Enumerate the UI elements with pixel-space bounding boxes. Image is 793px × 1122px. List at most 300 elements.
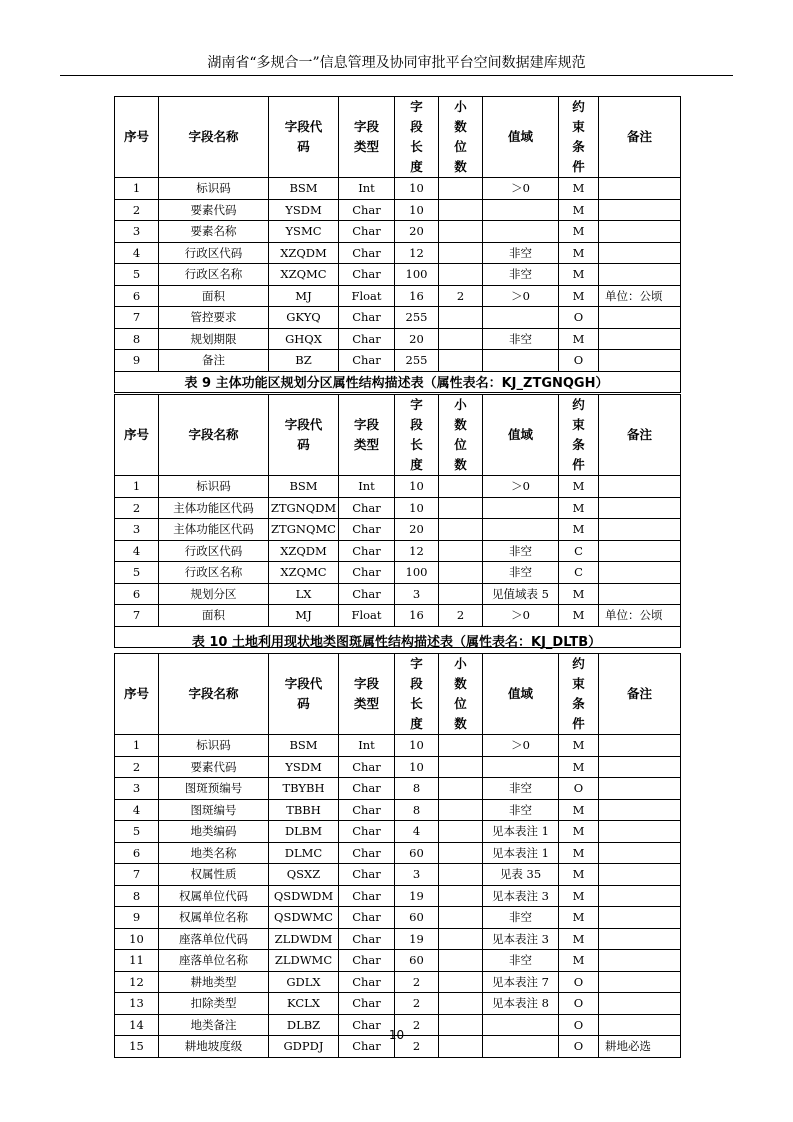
col-field-type-header: 字段类型 <box>339 654 395 735</box>
col-field-type: Char <box>339 328 395 350</box>
col-field-length-header: 字段长度 <box>395 395 439 476</box>
col-constraint: M <box>559 842 599 864</box>
col-field-type: Char <box>339 264 395 286</box>
col-remark-header: 备注 <box>599 395 681 476</box>
col-field-type: Char <box>339 221 395 243</box>
col-field-code: ZTGNQDM <box>269 497 339 519</box>
col-domain: 非空 <box>483 799 559 821</box>
col-remark <box>599 350 681 372</box>
col-constraint: C <box>559 540 599 562</box>
col-index: 10 <box>115 928 159 950</box>
col-domain: ＞0 <box>483 178 559 200</box>
col-index: 13 <box>115 993 159 1015</box>
col-domain: 见本表注 3 <box>483 928 559 950</box>
col-field-code: YSMC <box>269 221 339 243</box>
col-index: 3 <box>115 778 159 800</box>
table-10-caption: 表 10 土地利用现状地类图斑属性结构描述表（属性表名：KJ_DLTB） <box>191 635 602 650</box>
col-decimals <box>439 178 483 200</box>
col-remark <box>599 928 681 950</box>
col-decimals <box>439 885 483 907</box>
table-row <box>115 178 681 200</box>
col-index: 3 <box>115 519 159 541</box>
col-domain <box>483 756 559 778</box>
col-field-name-header: 字段名称 <box>159 395 269 476</box>
col-remark <box>599 540 681 562</box>
col-field-type: Char <box>339 519 395 541</box>
col-constraint: O <box>559 1036 599 1058</box>
attribute-table-10 <box>114 653 681 1058</box>
table-row <box>115 756 681 778</box>
table-row <box>115 993 681 1015</box>
col-field-length: 19 <box>395 928 439 950</box>
col-field-name: 权属性质 <box>159 864 269 886</box>
col-decimals: 2 <box>439 285 483 307</box>
col-domain: 非空 <box>483 242 559 264</box>
col-field-length-header: 字段长度 <box>395 97 439 178</box>
col-field-code: GKYQ <box>269 307 339 329</box>
col-remark: 单位：公顷 <box>599 285 681 307</box>
col-constraint: M <box>559 799 599 821</box>
col-remark-header: 备注 <box>599 654 681 735</box>
col-field-type: Char <box>339 540 395 562</box>
col-field-type: Char <box>339 778 395 800</box>
col-field-name: 备注 <box>159 350 269 372</box>
col-field-length: 20 <box>395 519 439 541</box>
col-remark <box>599 583 681 605</box>
col-field-name: 地类名称 <box>159 842 269 864</box>
col-decimals <box>439 756 483 778</box>
col-field-code: XZQMC <box>269 562 339 584</box>
col-remark <box>599 476 681 498</box>
col-field-length: 2 <box>395 1036 439 1058</box>
col-field-length: 255 <box>395 307 439 329</box>
col-index: 2 <box>115 756 159 778</box>
col-remark <box>599 328 681 350</box>
col-field-name: 图斑编号 <box>159 799 269 821</box>
col-field-code: BSM <box>269 735 339 757</box>
col-index-header: 序号 <box>115 654 159 735</box>
col-remark <box>599 221 681 243</box>
col-decimals <box>439 928 483 950</box>
col-field-length: 10 <box>395 178 439 200</box>
col-field-code: YSDM <box>269 199 339 221</box>
col-domain: 非空 <box>483 950 559 972</box>
col-index: 5 <box>115 562 159 584</box>
table-row <box>115 242 681 264</box>
col-constraint-header: 约束条件 <box>559 654 599 735</box>
col-constraint: M <box>559 735 599 757</box>
col-constraint: M <box>559 907 599 929</box>
col-field-type-header: 字段类型 <box>339 395 395 476</box>
col-field-name: 主体功能区代码 <box>159 497 269 519</box>
col-index: 8 <box>115 328 159 350</box>
col-field-length: 2 <box>395 1014 439 1036</box>
col-constraint: M <box>559 885 599 907</box>
col-field-length: 16 <box>395 285 439 307</box>
col-field-code: LX <box>269 583 339 605</box>
col-field-name: 座落单位代码 <box>159 928 269 950</box>
col-field-length: 10 <box>395 756 439 778</box>
col-field-length: 20 <box>395 328 439 350</box>
col-remark <box>599 778 681 800</box>
col-field-name: 权属单位名称 <box>159 907 269 929</box>
col-field-type: Char <box>339 971 395 993</box>
col-index: 9 <box>115 907 159 929</box>
table-row <box>115 864 681 886</box>
col-remark <box>599 907 681 929</box>
col-field-code: MJ <box>269 285 339 307</box>
table-row <box>115 605 681 627</box>
col-field-type-header: 字段类型 <box>339 97 395 178</box>
col-field-code: GDLX <box>269 971 339 993</box>
col-constraint: M <box>559 519 599 541</box>
col-field-type: Char <box>339 821 395 843</box>
col-constraint: M <box>559 583 599 605</box>
table-row <box>115 928 681 950</box>
col-index: 1 <box>115 476 159 498</box>
col-decimals <box>439 950 483 972</box>
col-domain: 非空 <box>483 907 559 929</box>
col-decimals <box>439 242 483 264</box>
col-field-code-header: 字段代码 <box>269 395 339 476</box>
col-decimals <box>439 907 483 929</box>
col-domain: 非空 <box>483 562 559 584</box>
col-decimals <box>439 540 483 562</box>
col-decimals <box>439 497 483 519</box>
col-field-name: 座落单位名称 <box>159 950 269 972</box>
col-field-code: BSM <box>269 178 339 200</box>
col-field-code: XZQDM <box>269 242 339 264</box>
col-remark <box>599 562 681 584</box>
col-remark <box>599 950 681 972</box>
col-field-name: 主体功能区代码 <box>159 519 269 541</box>
col-field-code: KCLX <box>269 993 339 1015</box>
col-field-code-header: 字段代码 <box>269 654 339 735</box>
table-row <box>115 950 681 972</box>
col-index: 7 <box>115 605 159 627</box>
col-constraint: M <box>559 199 599 221</box>
col-index: 5 <box>115 821 159 843</box>
col-domain: 非空 <box>483 778 559 800</box>
col-field-code-header: 字段代码 <box>269 97 339 178</box>
col-field-code: GDPDJ <box>269 1036 339 1058</box>
col-field-code: DLBZ <box>269 1014 339 1036</box>
col-field-type: Char <box>339 1036 395 1058</box>
col-field-type: Char <box>339 1014 395 1036</box>
col-index: 3 <box>115 221 159 243</box>
col-constraint-header: 约束条件 <box>559 395 599 476</box>
col-remark <box>599 799 681 821</box>
col-field-name: 权属单位代码 <box>159 885 269 907</box>
col-field-name: 扣除类型 <box>159 993 269 1015</box>
col-constraint: M <box>559 328 599 350</box>
col-domain-header: 值域 <box>483 97 559 178</box>
col-field-name: 行政区名称 <box>159 264 269 286</box>
col-field-length: 19 <box>395 885 439 907</box>
col-remark <box>599 178 681 200</box>
col-field-length: 10 <box>395 476 439 498</box>
col-field-name: 图斑预编号 <box>159 778 269 800</box>
page-number: 10 <box>388 1028 405 1042</box>
col-constraint: M <box>559 497 599 519</box>
col-field-type: Char <box>339 562 395 584</box>
table-row <box>115 497 681 519</box>
col-constraint: M <box>559 950 599 972</box>
col-field-name: 要素代码 <box>159 756 269 778</box>
col-remark <box>599 735 681 757</box>
table-row <box>115 285 681 307</box>
col-remark <box>599 756 681 778</box>
table-row <box>115 778 681 800</box>
col-field-type: Char <box>339 799 395 821</box>
col-field-code: QSXZ <box>269 864 339 886</box>
col-constraint: O <box>559 1014 599 1036</box>
table-row <box>115 842 681 864</box>
col-field-name: 地类编码 <box>159 821 269 843</box>
col-index: 1 <box>115 735 159 757</box>
attribute-table-9 <box>114 394 681 648</box>
col-field-name: 面积 <box>159 285 269 307</box>
col-field-code: ZLDWMC <box>269 950 339 972</box>
col-field-type: Char <box>339 928 395 950</box>
col-constraint: O <box>559 307 599 329</box>
col-decimals <box>439 307 483 329</box>
col-field-length: 3 <box>395 864 439 886</box>
col-decimals <box>439 199 483 221</box>
col-field-length: 20 <box>395 221 439 243</box>
col-field-code: TBBH <box>269 799 339 821</box>
col-domain: ＞0 <box>483 605 559 627</box>
col-decimals <box>439 778 483 800</box>
table-row <box>115 885 681 907</box>
col-field-length: 10 <box>395 199 439 221</box>
col-constraint: M <box>559 242 599 264</box>
col-constraint: O <box>559 350 599 372</box>
col-field-length: 10 <box>395 497 439 519</box>
col-field-code: QSDWMC <box>269 907 339 929</box>
col-decimals <box>439 264 483 286</box>
col-index: 14 <box>115 1014 159 1036</box>
col-domain: 见本表注 3 <box>483 885 559 907</box>
col-field-length: 60 <box>395 907 439 929</box>
col-index: 5 <box>115 264 159 286</box>
col-field-length: 12 <box>395 540 439 562</box>
col-constraint-header: 约束条件 <box>559 97 599 178</box>
col-field-length: 2 <box>395 971 439 993</box>
col-field-length: 60 <box>395 950 439 972</box>
col-field-length: 16 <box>395 605 439 627</box>
table-row <box>115 307 681 329</box>
col-field-name: 要素代码 <box>159 199 269 221</box>
col-field-name: 标识码 <box>159 735 269 757</box>
col-constraint: M <box>559 864 599 886</box>
col-field-name: 行政区名称 <box>159 562 269 584</box>
col-field-type: Char <box>339 885 395 907</box>
header-row <box>115 395 681 476</box>
col-field-code: TBYBH <box>269 778 339 800</box>
col-domain: 见值域表 5 <box>483 583 559 605</box>
table-row <box>115 328 681 350</box>
col-field-code: BZ <box>269 350 339 372</box>
col-domain: 见本表注 1 <box>483 821 559 843</box>
attribute-table-1 <box>114 96 681 393</box>
col-domain: 见本表注 1 <box>483 842 559 864</box>
col-field-name: 行政区代码 <box>159 242 269 264</box>
col-index: 12 <box>115 971 159 993</box>
col-decimals <box>439 476 483 498</box>
col-field-name: 标识码 <box>159 178 269 200</box>
col-constraint: O <box>559 971 599 993</box>
col-remark <box>599 993 681 1015</box>
col-field-name: 规划分区 <box>159 583 269 605</box>
col-remark <box>599 842 681 864</box>
col-field-name-header: 字段名称 <box>159 654 269 735</box>
col-field-name: 行政区代码 <box>159 540 269 562</box>
header-rule <box>60 75 733 76</box>
col-decimals <box>439 735 483 757</box>
col-field-name-header: 字段名称 <box>159 97 269 178</box>
col-field-length: 12 <box>395 242 439 264</box>
col-field-type: Char <box>339 993 395 1015</box>
col-domain <box>483 199 559 221</box>
col-decimals <box>439 842 483 864</box>
col-index: 9 <box>115 350 159 372</box>
col-field-type: Char <box>339 950 395 972</box>
col-field-name: 耕地坡度级 <box>159 1036 269 1058</box>
col-remark: 单位：公顷 <box>599 605 681 627</box>
col-field-name: 管控要求 <box>159 307 269 329</box>
table-row <box>115 264 681 286</box>
col-field-type: Float <box>339 285 395 307</box>
col-field-length: 4 <box>395 821 439 843</box>
col-field-length-header: 字段长度 <box>395 654 439 735</box>
col-decimals <box>439 971 483 993</box>
col-decimals <box>439 519 483 541</box>
col-remark <box>599 264 681 286</box>
col-field-type: Char <box>339 350 395 372</box>
col-field-length: 10 <box>395 735 439 757</box>
col-remark <box>599 497 681 519</box>
col-index: 2 <box>115 199 159 221</box>
col-constraint: M <box>559 605 599 627</box>
col-decimals <box>439 328 483 350</box>
col-field-code: DLMC <box>269 842 339 864</box>
table-row <box>115 199 681 221</box>
col-decimals <box>439 864 483 886</box>
col-domain: 见本表注 7 <box>483 971 559 993</box>
col-field-code: QSDWDM <box>269 885 339 907</box>
col-constraint: O <box>559 993 599 1015</box>
col-field-name: 要素名称 <box>159 221 269 243</box>
col-decimals <box>439 993 483 1015</box>
col-field-length: 8 <box>395 799 439 821</box>
col-index: 7 <box>115 864 159 886</box>
col-index: 6 <box>115 842 159 864</box>
col-remark-header: 备注 <box>599 97 681 178</box>
table-row <box>115 476 681 498</box>
col-field-code: MJ <box>269 605 339 627</box>
table-row <box>115 562 681 584</box>
col-index: 2 <box>115 497 159 519</box>
col-index: 15 <box>115 1036 159 1058</box>
col-domain-header: 值域 <box>483 654 559 735</box>
col-constraint: M <box>559 178 599 200</box>
col-field-name: 规划期限 <box>159 328 269 350</box>
col-index: 4 <box>115 799 159 821</box>
col-domain <box>483 307 559 329</box>
col-field-type: Char <box>339 307 395 329</box>
col-constraint: M <box>559 821 599 843</box>
table-row <box>115 221 681 243</box>
col-field-type: Char <box>339 583 395 605</box>
col-field-length: 3 <box>395 583 439 605</box>
col-domain <box>483 350 559 372</box>
col-field-type: Int <box>339 178 395 200</box>
col-decimals-header: 小数位数 <box>439 97 483 178</box>
col-domain: ＞0 <box>483 476 559 498</box>
col-index: 4 <box>115 540 159 562</box>
col-decimals <box>439 799 483 821</box>
col-field-code: XZQDM <box>269 540 339 562</box>
col-field-length: 100 <box>395 264 439 286</box>
col-decimals-header: 小数位数 <box>439 395 483 476</box>
table-row <box>115 907 681 929</box>
table-row <box>115 971 681 993</box>
col-index: 6 <box>115 285 159 307</box>
col-decimals <box>439 221 483 243</box>
col-remark <box>599 971 681 993</box>
table-row <box>115 821 681 843</box>
table-row <box>115 540 681 562</box>
col-field-type: Int <box>339 476 395 498</box>
col-domain: 非空 <box>483 264 559 286</box>
col-field-length: 100 <box>395 562 439 584</box>
col-field-code: ZTGNQMC <box>269 519 339 541</box>
col-index-header: 序号 <box>115 395 159 476</box>
page-header: 湖南省“多规合一”信息管理及协同审批平台空间数据建库规范 <box>207 55 586 71</box>
col-remark <box>599 864 681 886</box>
col-remark <box>599 242 681 264</box>
col-constraint: M <box>559 264 599 286</box>
col-index: 6 <box>115 583 159 605</box>
col-index: 8 <box>115 885 159 907</box>
col-field-type: Float <box>339 605 395 627</box>
table-row <box>115 799 681 821</box>
col-field-code: YSDM <box>269 756 339 778</box>
col-decimals <box>439 562 483 584</box>
table-row <box>115 519 681 541</box>
col-remark <box>599 519 681 541</box>
col-field-type: Char <box>339 199 395 221</box>
col-field-name: 地类备注 <box>159 1014 269 1036</box>
col-index-header: 序号 <box>115 97 159 178</box>
col-remark: 耕地必选 <box>599 1036 681 1058</box>
col-domain: 见表 35 <box>483 864 559 886</box>
col-field-type: Char <box>339 842 395 864</box>
col-domain: 非空 <box>483 540 559 562</box>
col-decimals: 2 <box>439 605 483 627</box>
col-domain <box>483 221 559 243</box>
header-row <box>115 97 681 178</box>
col-constraint: O <box>559 778 599 800</box>
col-constraint: M <box>559 928 599 950</box>
col-field-code: GHQX <box>269 328 339 350</box>
col-constraint: C <box>559 562 599 584</box>
col-decimals <box>439 583 483 605</box>
table-9-caption: 表 9 主体功能区规划分区属性结构描述表（属性表名：KJ_ZTGNQGH） <box>184 376 609 391</box>
col-index: 11 <box>115 950 159 972</box>
col-field-type: Char <box>339 756 395 778</box>
